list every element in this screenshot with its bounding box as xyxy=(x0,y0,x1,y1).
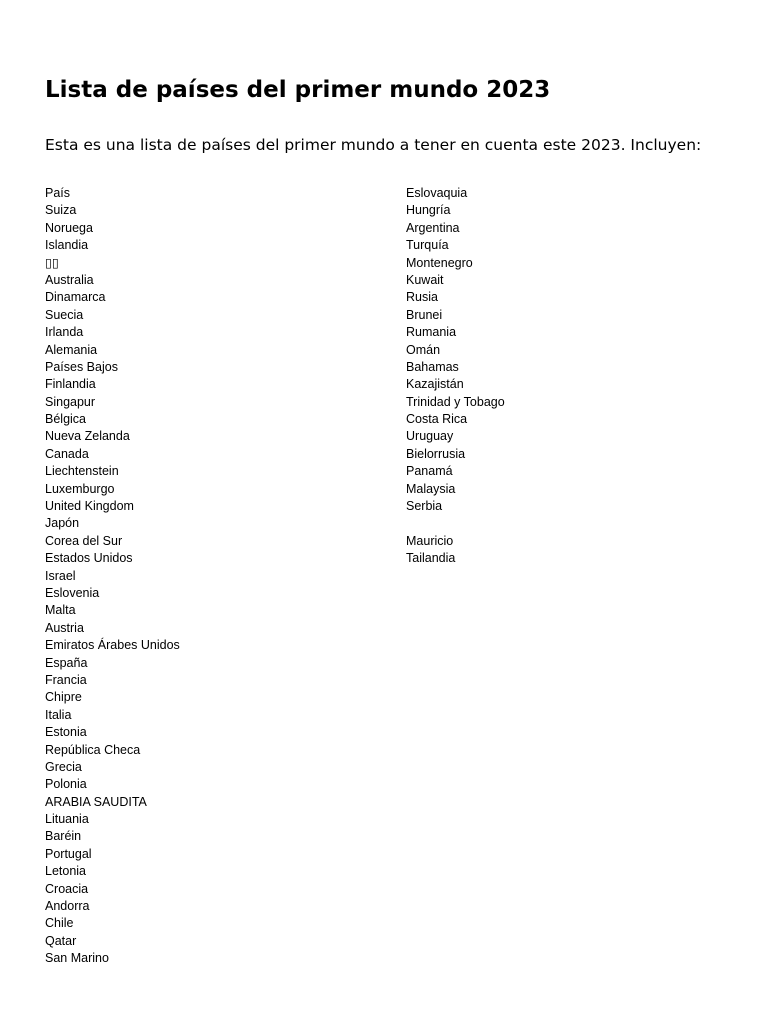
list-item: Andorra xyxy=(45,899,90,914)
list-item: Baréin xyxy=(45,829,82,844)
list-item: Suiza xyxy=(45,203,77,218)
list-item: Malta xyxy=(45,603,76,618)
list-item: Finlandia xyxy=(45,377,96,392)
list-item: Malaysia xyxy=(406,481,456,496)
list-item: Luxemburgo xyxy=(45,481,115,496)
list-item: Grecia xyxy=(45,759,82,774)
list-item: Canada xyxy=(45,446,89,461)
list-item: Dinamarca xyxy=(45,290,106,305)
page-title: Lista de países del primer mundo 2023 xyxy=(45,77,551,103)
list-item: Trinidad y Tobago xyxy=(406,394,505,409)
list-item: Croacia xyxy=(45,881,89,896)
list-item: País xyxy=(45,186,71,200)
list-item: Hungría xyxy=(406,203,451,218)
list-item: Bahamas xyxy=(406,359,459,374)
list-item: Rumania xyxy=(406,325,457,340)
list-item: Islandia xyxy=(45,238,89,253)
list-item: Australia xyxy=(45,272,94,287)
list-item: Qatar xyxy=(45,933,77,948)
list-item: Corea del Sur xyxy=(45,533,123,548)
list-item: Montenegro xyxy=(406,255,473,270)
list-item: Estados Unidos xyxy=(45,551,133,566)
list-item: Chipre xyxy=(45,690,82,705)
list-item: Francia xyxy=(45,672,87,687)
list-item: República Checa xyxy=(45,742,141,757)
list-item: Noruega xyxy=(45,220,93,235)
list-item: Omán xyxy=(406,342,441,357)
list-item: Alemania xyxy=(45,342,98,357)
list-item: Panamá xyxy=(406,464,453,479)
list-item: Polonia xyxy=(45,777,87,792)
list-item: Chile xyxy=(45,916,74,931)
list-item: Nueva Zelanda xyxy=(45,429,130,444)
list-item: Kuwait xyxy=(406,272,444,287)
list-item: Lituania xyxy=(45,812,89,827)
list-item: Países Bajos xyxy=(45,359,118,374)
list-item: Rusia xyxy=(406,290,438,305)
list-item: Italia xyxy=(45,707,72,722)
list-item: Irlanda xyxy=(45,325,84,340)
list-item: Bielorrusia xyxy=(406,446,466,461)
list-item: Brunei xyxy=(406,307,443,322)
country-list-left xyxy=(45,185,180,968)
list-item: Emiratos Árabes Unidos xyxy=(45,638,180,653)
list-item: Kazajistán xyxy=(406,377,464,392)
list-item: Liechtenstein xyxy=(45,464,119,479)
country-list-right xyxy=(406,185,505,568)
list-item: Mauricio xyxy=(406,533,454,548)
list-item: Letonia xyxy=(45,864,87,879)
list-item: Serbia xyxy=(406,499,443,514)
list-item: ▯▯ xyxy=(45,255,59,270)
list-item: Austria xyxy=(45,620,84,635)
list-item: Portugal xyxy=(45,846,92,861)
list-item: Israel xyxy=(45,568,76,583)
list-item: Uruguay xyxy=(406,429,454,444)
list-item: Suecia xyxy=(45,307,84,322)
list-item: Singapur xyxy=(45,394,96,409)
list-item: San Marino xyxy=(45,951,109,966)
list-item: Turquía xyxy=(406,238,449,253)
list-item: Japón xyxy=(45,516,80,531)
list-item: Bélgica xyxy=(45,412,86,427)
list-item: Eslovaquia xyxy=(406,186,468,200)
list-item: Argentina xyxy=(406,220,460,235)
list-item: Estonia xyxy=(45,725,87,740)
list-item xyxy=(406,515,505,532)
list-item: United Kingdom xyxy=(45,499,134,514)
list-item: Tailandia xyxy=(406,551,456,566)
list-item: Eslovenia xyxy=(45,585,100,600)
list-item: ARABIA SAUDITA xyxy=(45,794,147,809)
list-item: España xyxy=(45,655,88,670)
list-item: Costa Rica xyxy=(406,412,468,427)
intro-paragraph: Esta es una lista de países del primer mundo a tener en cuenta este 2023. Incluyen: xyxy=(45,136,702,154)
